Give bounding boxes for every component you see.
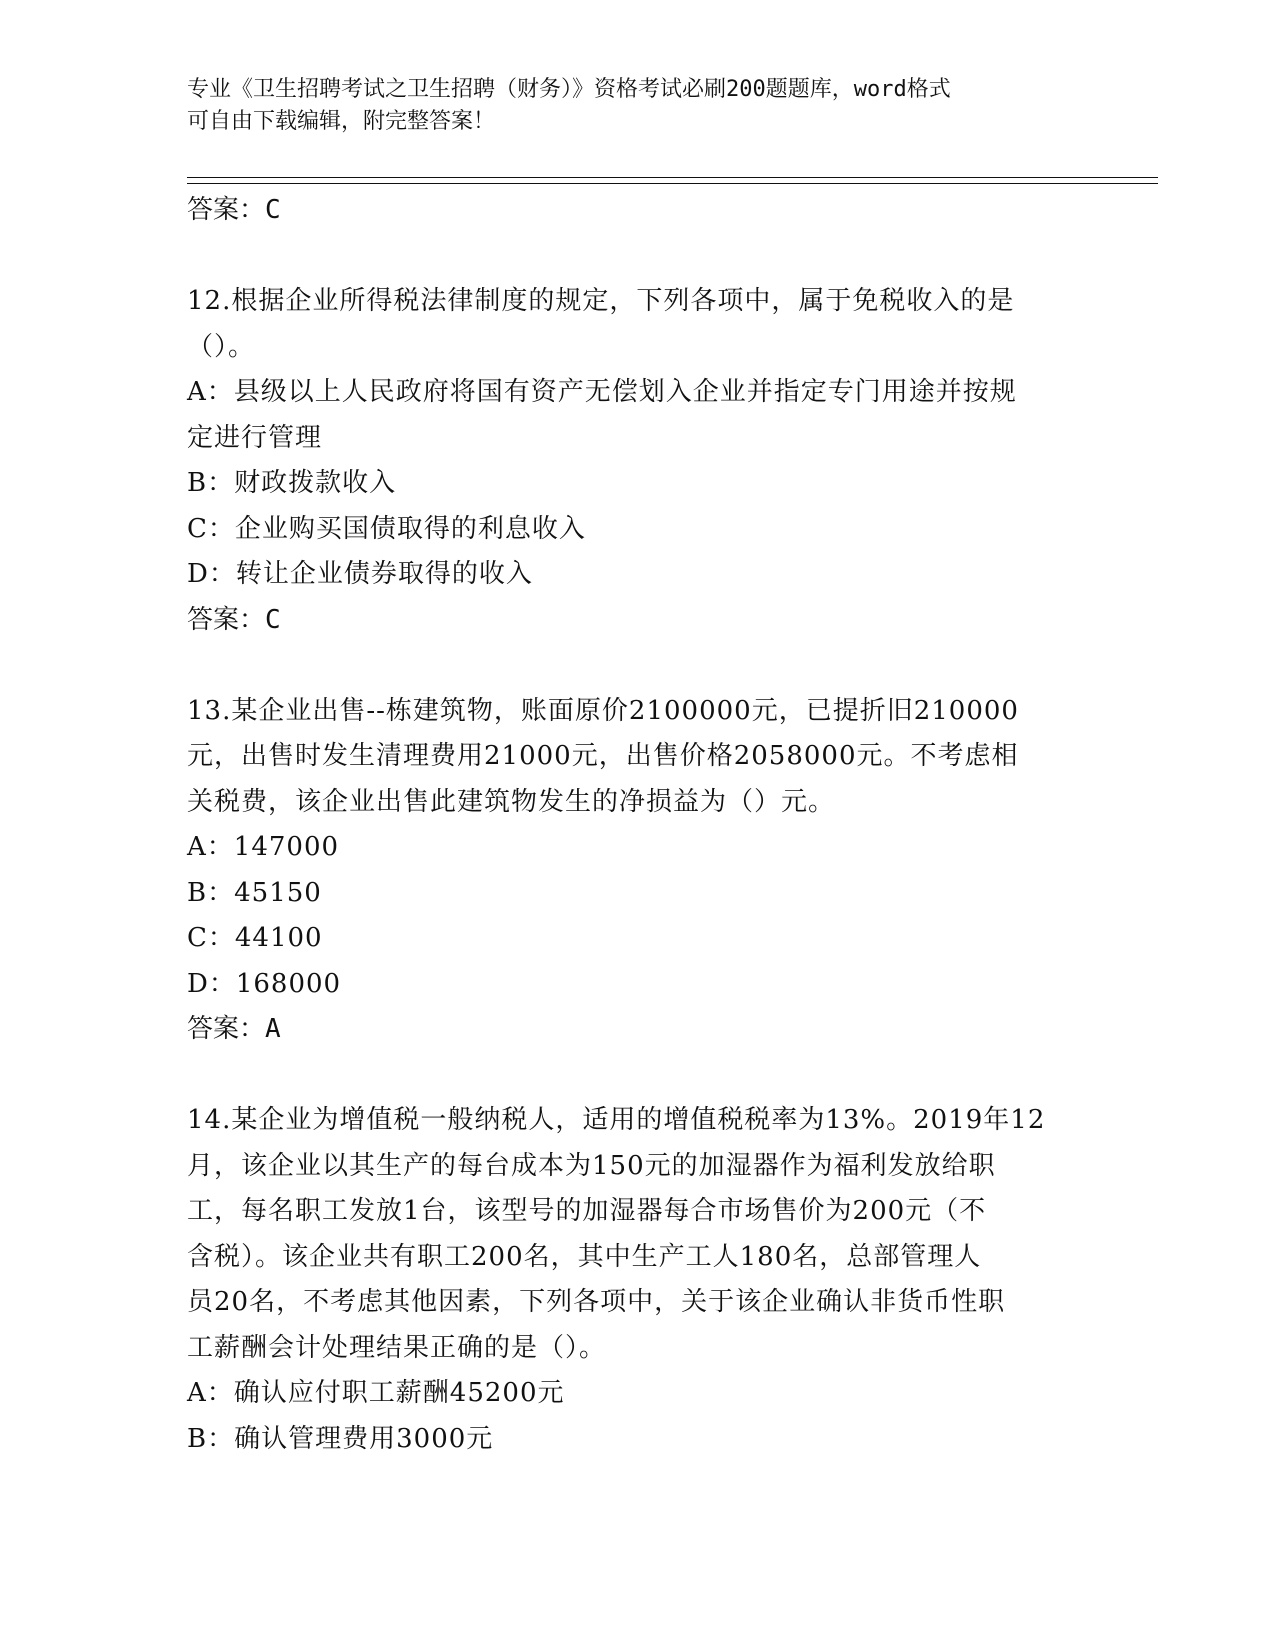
spacer bbox=[187, 1053, 1087, 1099]
question-13-answer: 答案：A bbox=[187, 1014, 281, 1044]
question-14-text-line-5: 员20名，不考虑其他因素，下列各项中，关于该企业确认非货币性职 bbox=[187, 1287, 1006, 1317]
question-13-text-line-1: 13.某企业出售--栋建筑物，账面原价2100000元，已提折旧210000 bbox=[187, 695, 1019, 726]
question-13-option-a: A：147000 bbox=[187, 832, 340, 862]
question-13-option-b: B：45150 bbox=[187, 877, 322, 908]
question-12-option-c: C：企业购买国债取得的利息收入 bbox=[187, 513, 586, 544]
question-12-option-a-line-1: A：县级以上人民政府将国有资产无偿划入企业并指定专门用途并按规 bbox=[187, 377, 1017, 407]
question-12-text-line-1: 12.根据企业所得税法律制度的规定，下列各项中，属于免税收入的是 bbox=[187, 286, 1015, 316]
spacer bbox=[187, 234, 1087, 280]
spacer bbox=[187, 643, 1087, 689]
question-12-answer: 答案：C bbox=[187, 604, 281, 635]
question-14-option-b: B：确认管理费用3000元 bbox=[187, 1423, 494, 1454]
header-line-2: 可自由下载编辑，附完整答案！ bbox=[187, 109, 496, 134]
question-14-option-a: A：确认应付职工薪酬45200元 bbox=[187, 1378, 565, 1408]
question-13-option-d: D：168000 bbox=[187, 968, 342, 999]
question-12 bbox=[187, 279, 1087, 643]
answer-previous: 答案：C bbox=[187, 195, 281, 225]
header-line-1: 专业《卫生招聘考试之卫生招聘（财务）》资格考试必刷200题题库，word格式 bbox=[187, 77, 951, 102]
question-14-text-line-3: 工，每名职工发放1台，该型号的加湿器每合市场售价为200元（不 bbox=[187, 1196, 987, 1226]
question-12-text-line-2: （）。 bbox=[187, 331, 256, 362]
page-header bbox=[187, 74, 1087, 138]
question-12-option-a-line-2: 定进行管理 bbox=[187, 422, 323, 453]
question-14-text-line-2: 月，该企业以其生产的每台成本为150元的加湿器作为福利发放给职 bbox=[187, 1150, 996, 1181]
question-13-text-line-2: 元，出售时发生清理费用21000元，出售价格2058000元。不考虑相 bbox=[187, 741, 1019, 771]
question-14-text-line-6: 工薪酬会计处理结果正确的是（）。 bbox=[187, 1332, 607, 1363]
question-12-option-d: D：转让企业债券取得的收入 bbox=[187, 559, 533, 589]
question-13-option-c: C：44100 bbox=[187, 923, 323, 953]
header-divider bbox=[187, 177, 1158, 184]
question-14-text-line-4: 含税）。该企业共有职工200名，其中生产工人180名，总部管理人 bbox=[187, 1241, 982, 1272]
question-14 bbox=[187, 1098, 1087, 1462]
question-12-option-b: B：财政拨款收入 bbox=[187, 468, 397, 498]
question-13 bbox=[187, 689, 1087, 1053]
question-13-text-line-3: 关税费，该企业出售此建筑物发生的净损益为（）元。 bbox=[187, 786, 836, 817]
question-list bbox=[187, 188, 1087, 1462]
question-14-text-line-1: 14.某企业为增值税一般纳税人，适用的增值税税率为13%。2019年12 bbox=[187, 1105, 1046, 1135]
